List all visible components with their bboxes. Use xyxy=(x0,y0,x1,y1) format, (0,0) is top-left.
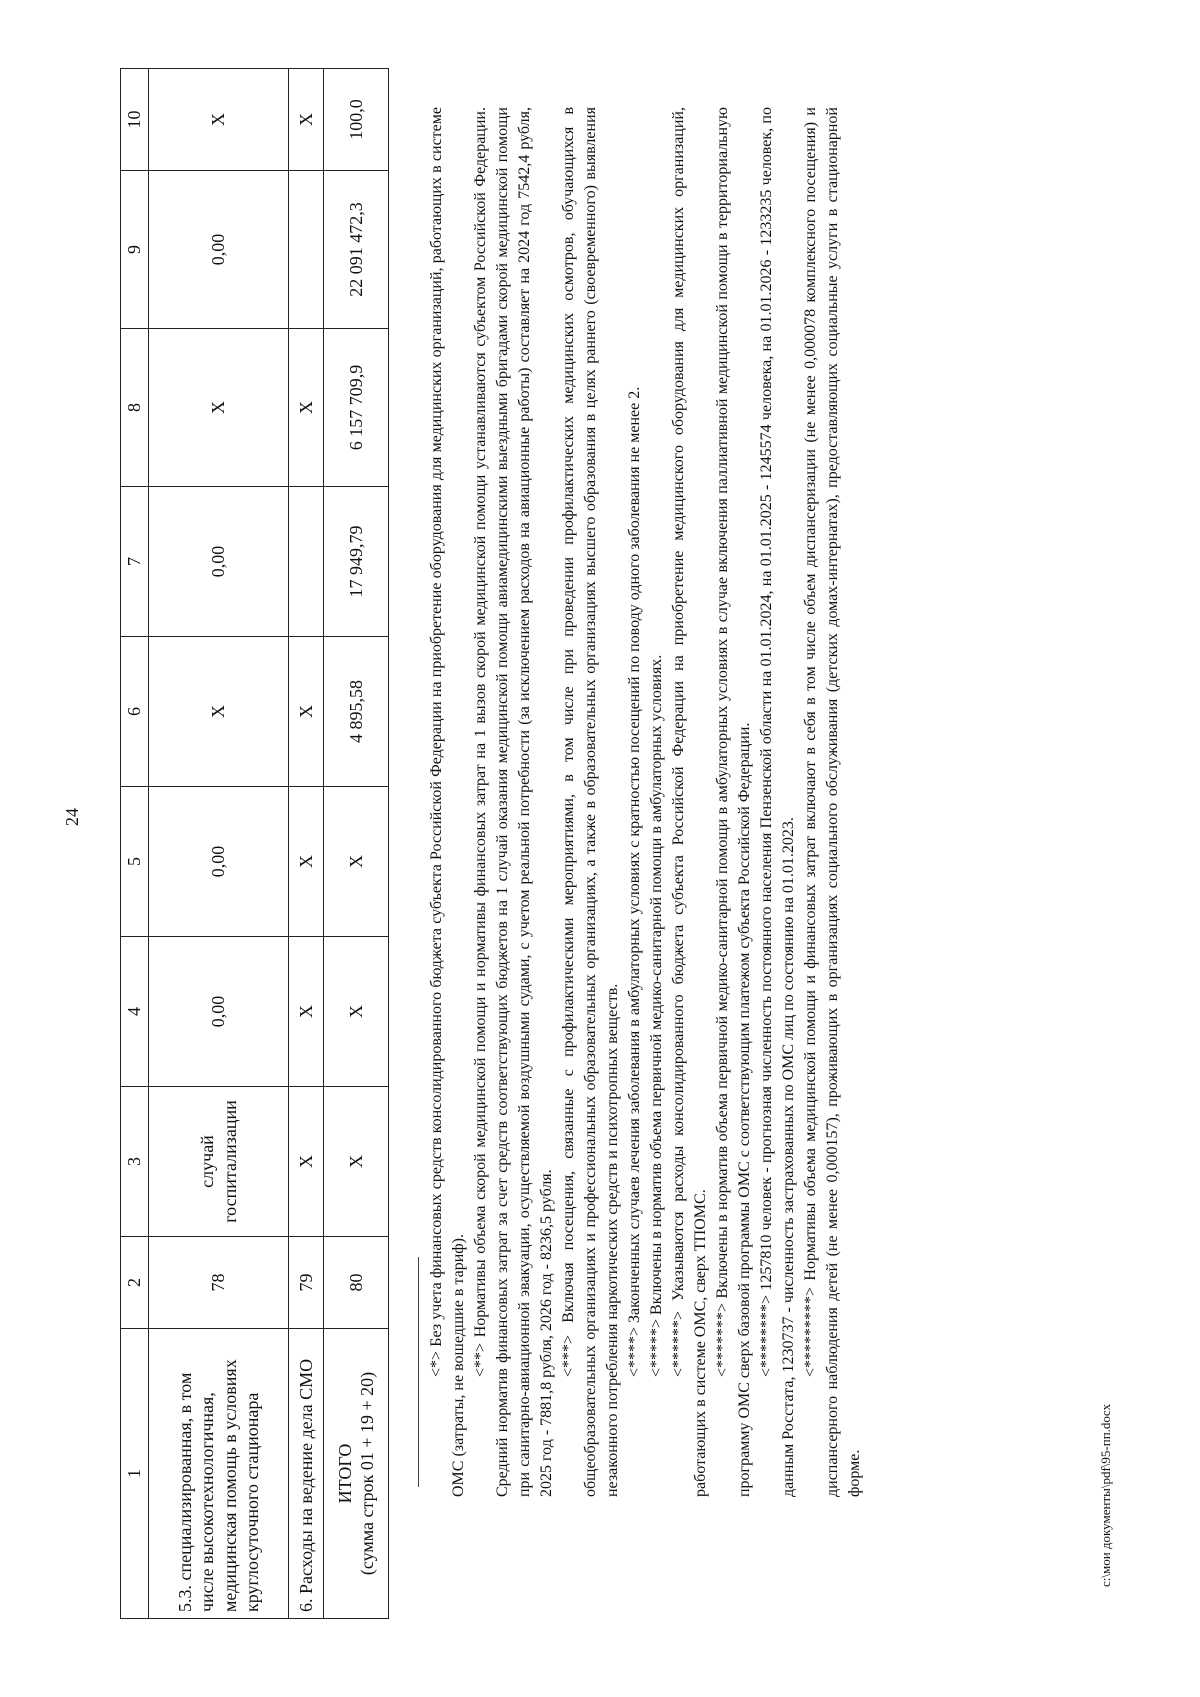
cell-col5: 0,00 xyxy=(149,787,289,937)
table-row xyxy=(289,69,324,1619)
cell-col6: Х xyxy=(289,637,324,787)
cell-col4: Х xyxy=(324,937,389,1087)
row-name-total xyxy=(324,1329,389,1619)
footnote: <*****> Включены в норматив объема первичной медико-санитарной помощи в амбулаторных условиях. xyxy=(648,654,665,1377)
column-number: 8 xyxy=(121,329,149,487)
footnotes xyxy=(426,107,866,1497)
footnote: <*********> Нормативы объема медицинской помощи и финансовых затрат включают в себя в том числе объем диспансеризации (не менее 0,000078 комплексного посещения) и диспансерного наблюдения детей (не менее 0,000157), проживающих в организациях социального обслуживания (детских домах-интернатах), предоставляющих социальные услуги в стационарной форме. xyxy=(802,107,863,1497)
row-unit: Х xyxy=(289,1087,324,1237)
table-row-total xyxy=(324,69,389,1619)
cell-col6: 4 895,58 xyxy=(324,637,389,787)
row-unit: Х xyxy=(324,1087,389,1237)
column-number: 9 xyxy=(121,171,149,329)
row-name: 5.3. специализированная, в том числе высокотехнологичная, медицинская помощь в условиях круглосуточного стационара xyxy=(149,1329,289,1619)
cell-col9: 22 091 472,3 xyxy=(324,171,389,329)
column-number: 3 xyxy=(121,1087,149,1237)
cell-col7: 0,00 xyxy=(149,487,289,637)
footnote: <****> Законченных случаев лечения заболевания в амбулаторных условиях с кратностью посещений по поводу одного заболевания не менее 2. xyxy=(626,386,643,1377)
page-number: 24 xyxy=(62,808,82,826)
cell-col10: 100,0 xyxy=(324,69,389,171)
cell-col4: 0,00 xyxy=(149,937,289,1087)
norms-table xyxy=(120,68,389,1619)
cell-col10: Х xyxy=(149,69,289,171)
column-number: 7 xyxy=(121,487,149,637)
column-number: 5 xyxy=(121,787,149,937)
table-row xyxy=(149,69,289,1619)
cell-col6: Х xyxy=(149,637,289,787)
cell-col9 xyxy=(289,171,324,329)
footnote: <********> 1257810 человек - прогнозная численность постоянного населения Пензенской области на 01.01.2024, на 01.01.2025 - 1245574 человека, на 01.01.2026 - 1233235 человек, по данным Росстата, 1230737 - численность застрахованных по ОМС лиц по состоянию на 01.01.2023. xyxy=(758,107,797,1497)
column-number: 10 xyxy=(121,69,149,171)
cell-col4: Х xyxy=(289,937,324,1087)
cell-col7: 17 949,79 xyxy=(324,487,389,637)
cell-col8: 6 157 709,9 xyxy=(324,329,389,487)
footnote: <**> Нормативы объема скорой медицинской помощи и нормативы финансовых затрат на 1 вызов скорой медицинской помощи устанавливаются субъектом Российской Федерации. Средний норматив финансовых затрат за счет средств соответствующих бюджетов на 1 случай оказания медицинской помощи авиамедицинскими выездными бригадами скорой медицинской помощи при санитарно-авиационной эвакуации, осуществляемой воздушными судами, с учетом реальной потребности (за исключением расходов на авиационные работы) составляет на 2024 год 7542,4 рубля, 2025 год - 7881,8 рубля, 2026 год - 8236,5 рубля. xyxy=(472,107,555,1497)
row-code: 80 xyxy=(324,1237,389,1329)
cell-col9: 0,00 xyxy=(149,171,289,329)
footnote: <*> Без учета финансовых средств консолидированного бюджета субъекта Российской Федерации на приобретение оборудования для медицинских организаций, работающих в системе ОМС (затраты, не вошедшие в тариф). xyxy=(428,107,467,1497)
row-code: 79 xyxy=(289,1237,324,1329)
cell-col7 xyxy=(289,487,324,637)
footnote-separator xyxy=(418,1257,419,1487)
cell-col5: Х xyxy=(289,787,324,937)
total-label: ИТОГО xyxy=(334,1443,355,1504)
footer-file-path: c:\мои документы\pdf\95-пп.docx xyxy=(1098,1403,1113,1587)
footnote: <******> Указываются расходы консолидированного бюджета субъекта Российской Федерации на приобретение медицинского оборудования для медицинских организаций, работающих в системе ОМС, сверх ТПОМС. xyxy=(670,107,709,1497)
row-name: 6. Расходы на ведение дела СМО xyxy=(289,1329,324,1619)
cell-col8: Х xyxy=(149,329,289,487)
column-number: 1 xyxy=(121,1329,149,1619)
column-number: 2 xyxy=(121,1237,149,1329)
column-number: 6 xyxy=(121,637,149,787)
footnote: <*******> Включены в норматив объема первичной медико-санитарной помощи в амбулаторных условиях в случае включения паллиативной медицинской помощи в территориальную программу ОМС сверх базовой программы ОМС с соответствующим платежом субъекта Российской Федерации. xyxy=(714,107,753,1497)
footnote: <***> Включая посещения, связанные с профилактическими мероприятиями, в том числе при проведении профилактических медицинских осмотров, обучающихся в общеобразовательных организациях и профессиональных образовательных организациях, а также в образовательных организациях высшего образования в целях раннего (своевременного) выявления незаконного потребления наркотических средств и психотропных веществ. xyxy=(560,107,621,1497)
cell-col10: Х xyxy=(289,69,324,171)
total-formula: (сумма строк 01 + 19 + 20) xyxy=(357,1371,377,1576)
column-number: 4 xyxy=(121,937,149,1087)
cell-col8: Х xyxy=(289,329,324,487)
row-unit: случай госпитализации xyxy=(149,1087,289,1237)
cell-col5: Х xyxy=(324,787,389,937)
row-code: 78 xyxy=(149,1237,289,1329)
column-number-row xyxy=(121,69,149,1619)
